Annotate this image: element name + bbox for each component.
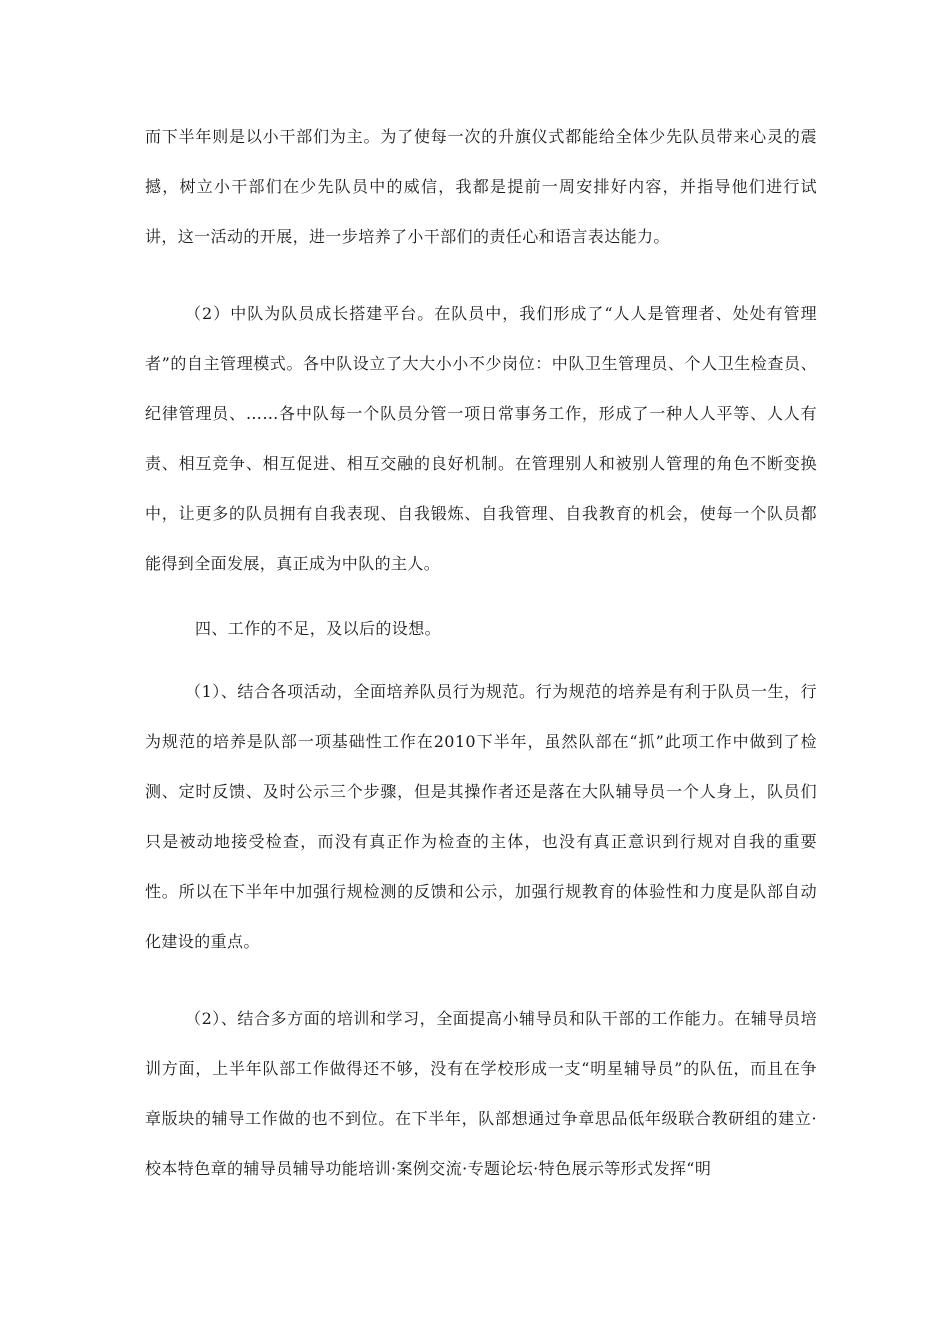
document-body xyxy=(145,112,817,1194)
section-heading-shortcomings: 四、工作的不足，及以后的设想。 xyxy=(195,619,442,638)
paragraph-behavior-norms: （1）、结合各项活动，全面培养队员行为规范。行为规范的培养是有利于队员一生，行为规范的培养是队部一项基础性工作在2010下半年，虽然队部在“抓”此项工作中做到了检测、定时反馈、及时公示三个步骤，但是其操作者还是落在大队辅导员一个人身上，队员们只是被动地接受检查，而没有真正作为检查的主体，也没有真正意识到行规对自我的重要性。所以在下半年中加强行规检测的反馈和公示，加强行规教育的体验性和力度是队部自动化建设的重点。 xyxy=(145,682,817,951)
paragraph-continuation: 而下半年则是以小干部们为主。为了使每一次的升旗仪式都能给全体少先队员带来心灵的震撼，树立小干部们在少先队员中的威信，我都是提前一周安排好内容，并指导他们进行试讲，这一活动的开展，进一步培养了小干部们的责任心和语言表达能力。 xyxy=(145,127,817,246)
paragraph-squad-platform: （2）中队为队员成长搭建平台。在队员中，我们形成了“人人是管理者、处处有管理者”的自主管理模式。各中队设立了大大小小不少岗位：中队卫生管理员、个人卫生检查员、纪律管理员、……各中队每一个队员分管一项日常事务工作，形成了一种人人平等、人人有责、相互竞争、相互促进、相互交融的良好机制。在管理别人和被别人管理的角色不断变换中，让更多的队员拥有自我表现、自我锻炼、自我管理、自我教育的机会，使每一个队员都能得到全面发展，真正成为中队的主人。 xyxy=(145,304,817,573)
paragraph-training: （2）、结合多方面的培训和学习，全面提高小辅导员和队干部的工作能力。在辅导员培训方面，上半年队部工作做得还不够，没有在学校形成一支“明星辅导员”的队伍，而且在争章版块的辅导工作做的也不到位。在下半年，队部想通过争章思品低年级联合教研组的建立·校本特色章的辅导员辅导功能培训·案例交流·专题论坛·特色展示等形式发挥“明 xyxy=(145,1009,817,1178)
